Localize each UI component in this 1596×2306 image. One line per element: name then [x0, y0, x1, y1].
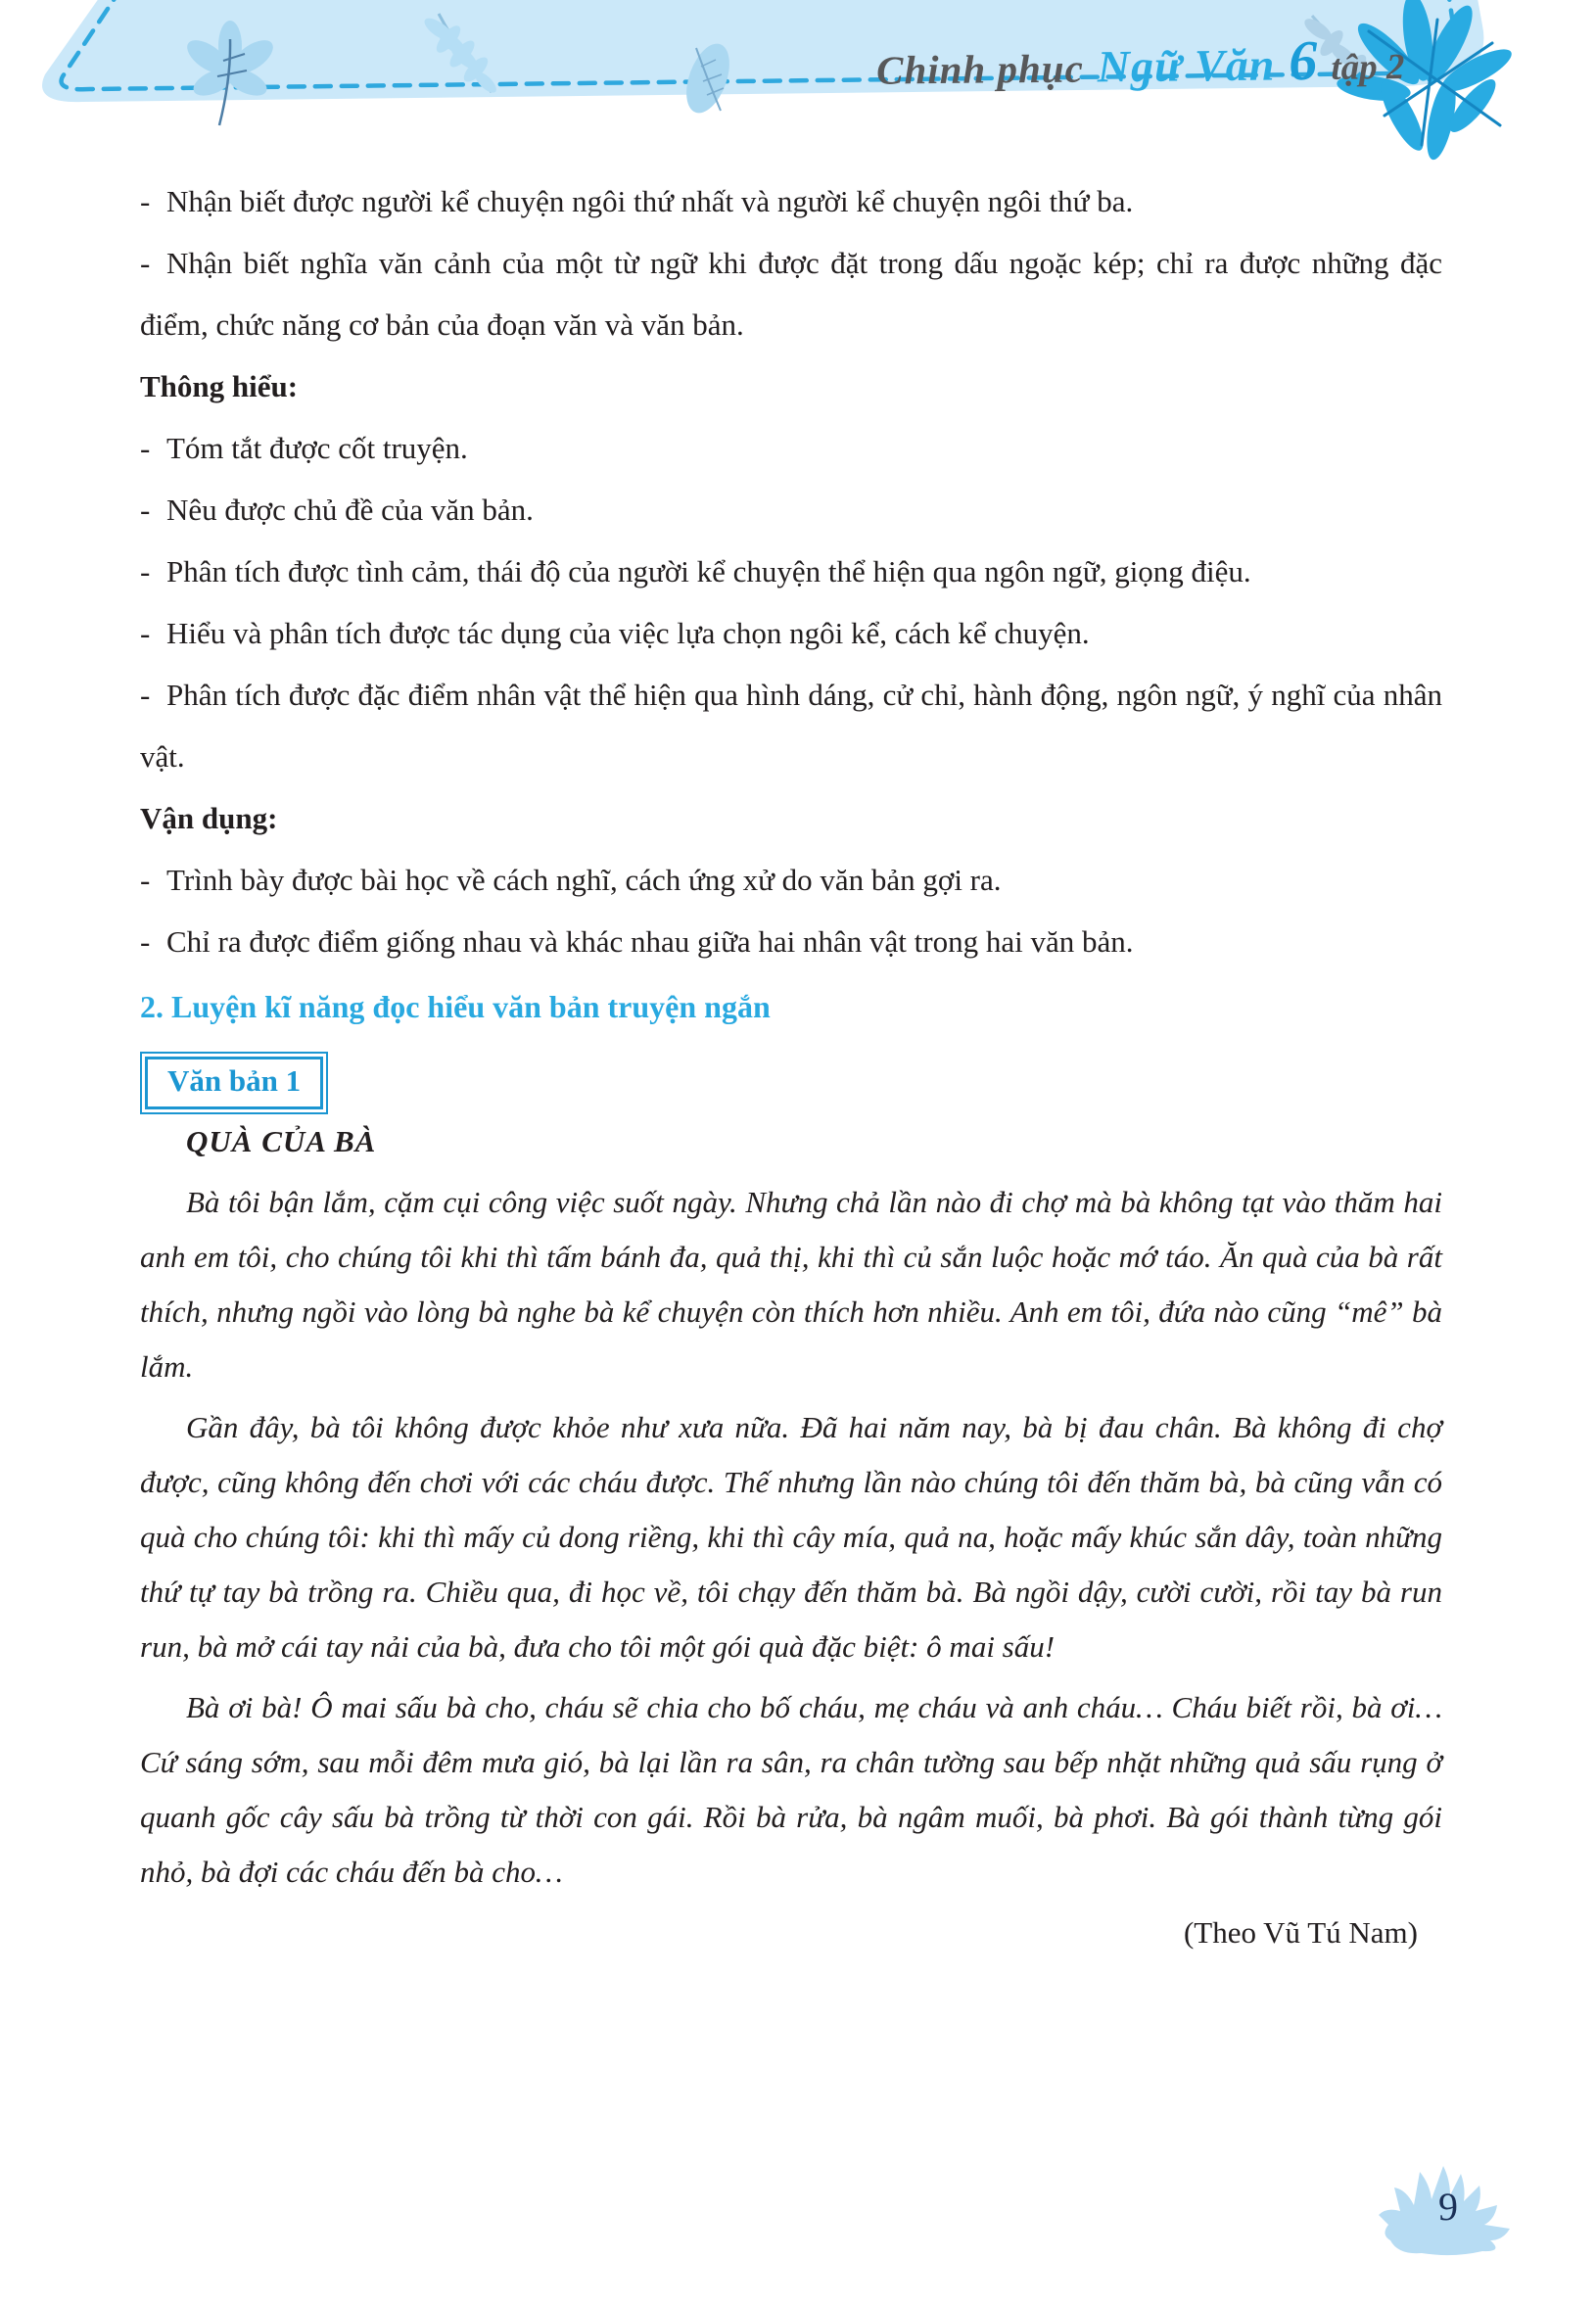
bullet-marker: - — [140, 554, 151, 588]
bullet-text: Tóm tắt được cốt truyện. — [166, 431, 468, 465]
story-paragraph: Gần đây, bà tôi không được khỏe như xưa nữa. Đã hai năm nay, bà bị đau chân. Bà không đi chợ được, cũng không đến chơi với các cháu được. Thế nhưng lần nào chúng tôi đến thăm bà, bà cũng vẫn có quà cho chúng tôi: khi thì mấy củ dong riềng, khi thì cây mía, quả na, hoặc mấy khúc sắn dây, toàn những thứ tự tay bà trồng ra. Chiều qua, đi học về, tôi chạy đến thăm bà. Bà ngồi dậy, cười cười, rồi tay bà run run, bà mở cái tay nải của bà, đưa cho tôi một gói quà đặc biệt: ô mai sấu! — [140, 1410, 1442, 1664]
list-item — [140, 911, 1442, 972]
text-box-label: Văn bản 1 — [145, 1057, 323, 1109]
bullet-marker: - — [140, 184, 151, 218]
list-item — [140, 664, 1442, 787]
book-title — [875, 26, 1405, 97]
bullet-marker: - — [140, 678, 151, 712]
bullet-text: Trình bày được bài học về cách nghĩ, cách ứng xử do văn bản gợi ra. — [166, 863, 1002, 897]
page-number: 9 — [1438, 2185, 1458, 2229]
section-heading: Thông hiểu: — [140, 369, 299, 403]
book-title-grade: 6 — [1288, 28, 1318, 93]
exercise-heading: 2. Luyện kĩ năng đọc hiểu văn bản truyện ngắn — [140, 989, 771, 1024]
story-paragraph: Bà tôi bận lắm, cặm cụi công việc suốt ngày. Nhưng chả lần nào đi chợ mà bà không tạt vào thăm hai anh em tôi, cho chúng tôi khi thì tấm bánh đa, quả thị, khi thì củ sắn luộc hoặc mớ táo. Ăn quà của bà rất thích, nhưng ngồi vào lòng bà nghe bà kể chuyện còn thích hơn nhiều. Anh em tôi, đứa nào cũng “mê” bà lắm. — [140, 1185, 1442, 1384]
story-attribution: (Theo Vũ Tú Nam) — [1183, 1915, 1418, 1950]
list-item — [140, 232, 1442, 355]
section-heading: Vận dụng: — [140, 801, 278, 835]
bullet-text: Phân tích được tình cảm, thái độ của người kể chuyện thể hiện qua ngôn ngữ, giọng điệu. — [166, 554, 1251, 588]
bullet-text: Hiểu và phân tích được tác dụng của việc lựa chọn ngôi kể, cách kể chuyện. — [166, 616, 1090, 650]
list-item — [140, 170, 1442, 232]
bullet-text: Nhận biết được người kể chuyện ngôi thứ nhất và người kể chuyện ngôi thứ ba. — [166, 184, 1134, 218]
story — [140, 1114, 1442, 1960]
list-item — [140, 479, 1442, 541]
bullet-marker: - — [140, 924, 151, 959]
list-item — [140, 602, 1442, 664]
header-band — [0, 0, 1596, 171]
story-paragraph: Bà ơi bà! Ô mai sấu bà cho, cháu sẽ chia cho bố cháu, mẹ cháu và anh cháu… Cháu biết rồi, bà ơi… Cứ sáng sớm, sau mỗi đêm mưa gió, bà lại lần ra sân, ra chân tường sau bếp nhặt những quả sấu rụng ở quanh gốc cây sấu bà trồng từ thời con gái. Rồi bà rửa, bà ngâm muối, bà phơi. Bà gói thành từng gói nhỏ, bà đợi các cháu đến bà cho… — [140, 1690, 1442, 1889]
book-title-subject: Ngữ Văn — [1097, 39, 1276, 92]
list-item — [140, 541, 1442, 602]
text-box-row — [140, 1052, 1442, 1114]
bullet-text: Nhận biết nghĩa văn cảnh của một từ ngữ khi được đặt trong dấu ngoặc kép; chỉ ra được những đặc điểm, chức năng cơ bản của đoạn văn và văn bản. — [140, 246, 1442, 342]
bullet-marker: - — [140, 493, 151, 527]
story-title: QUÀ CỦA BÀ — [186, 1124, 377, 1158]
bullet-marker: - — [140, 863, 151, 897]
page-number-area — [1375, 2162, 1522, 2260]
bullet-text: Nêu được chủ đề của văn bản. — [166, 493, 534, 527]
bullet-marker: - — [140, 246, 151, 280]
bullet-text: Chỉ ra được điểm giống nhau và khác nhau giữa hai nhân vật trong hai văn bản. — [166, 924, 1134, 959]
text-box — [140, 1052, 328, 1114]
bullet-marker: - — [140, 431, 151, 465]
list-item — [140, 417, 1442, 479]
bullet-marker: - — [140, 616, 151, 650]
objectives-list — [140, 170, 1442, 972]
page-content — [140, 170, 1442, 1966]
book-title-prefix: Chinh phục — [875, 45, 1085, 93]
list-item — [140, 849, 1442, 911]
bullet-text: Phân tích được đặc điểm nhân vật thể hiện qua hình dáng, cử chỉ, hành động, ngôn ngữ, ý nghĩ của nhân vật. — [140, 678, 1442, 774]
book-title-volume: tập 2 — [1331, 47, 1405, 88]
